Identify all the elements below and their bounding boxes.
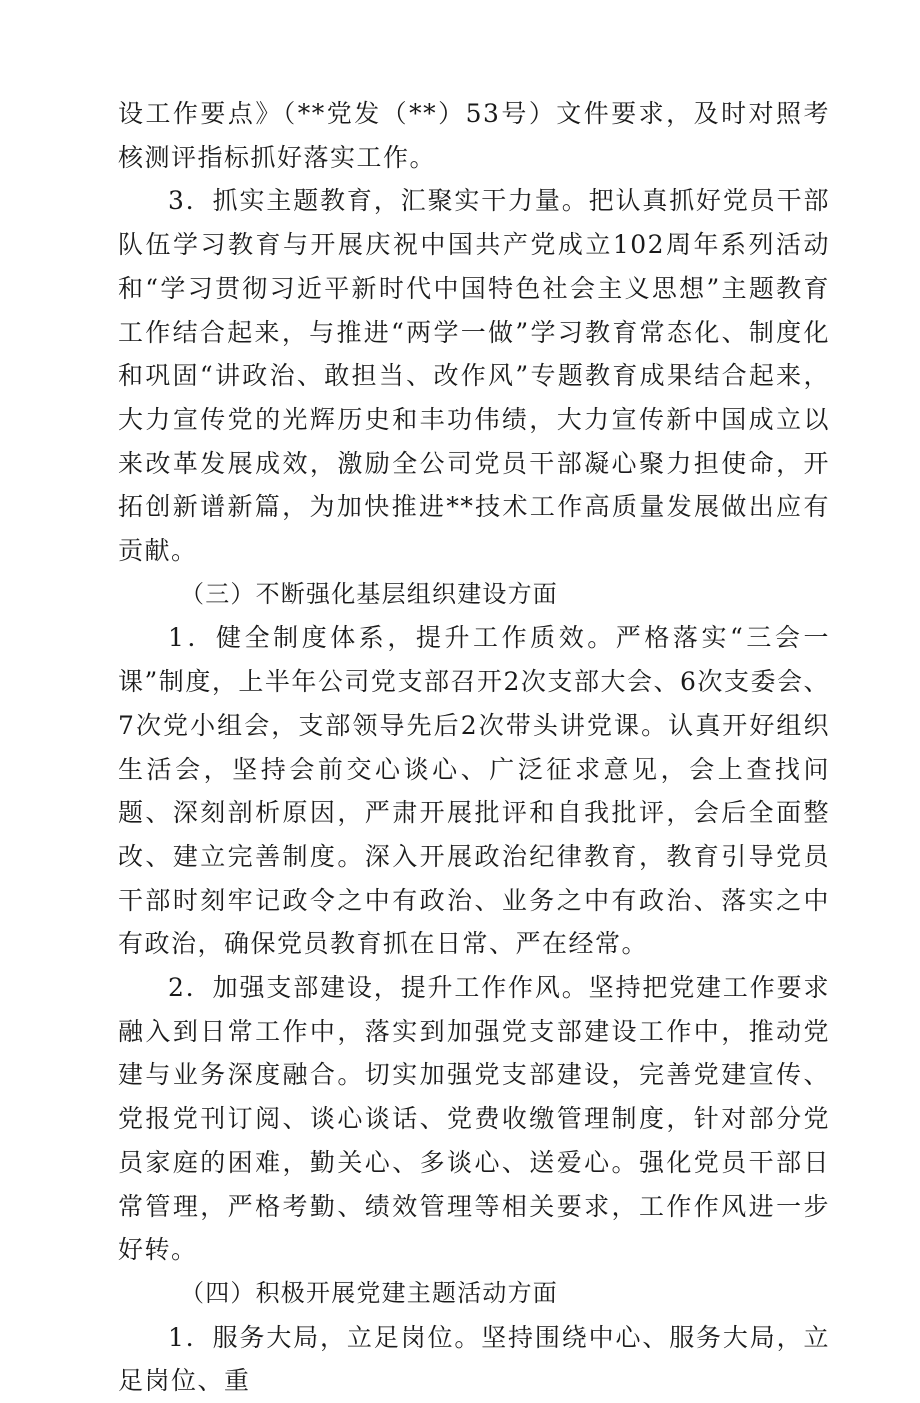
section-heading-4: （四）积极开展党建主题活动方面 xyxy=(180,1278,558,1307)
body-paragraph-4: 1．健全制度体系，提升工作质效。严格落实“三会一课”制度，上半年公司党支部召开2次支部大会、6次支委会、7次党小组会，支部领导先后2次带头讲党课。认真开好组织生活会，坚持会前交心谈心、广泛征求意见，会上查找问题、深刻剖析原因，严肃开展批评和自我批评，会后全面整改、建立完善制度。深入开展政治纪律教育，教育引导党员干部时刻牢记政令之中有政治、业务之中有政治、落实之中有政治，确保党员教育抓在日常、严在经常。 xyxy=(118,623,830,959)
body-paragraph-6: 1．服务大局，立足岗位。坚持围绕中心、服务大局，立足岗位、重 xyxy=(118,1322,830,1396)
body-paragraph-2: 3．抓实主题教育，汇聚实干力量。把认真抓好党员干部队伍学习教育与开展庆祝中国共产党成立102周年系列活动和“学习贯彻习近平新时代中国特色社会主义思想”主题教育工作结合起来，与推进“两学一做”学习教育常态化、制度化和巩固“讲政治、敢担当、改作风”专题教育成果结合起来，大力宣传党的光辉历史和丰功伟绩，大力宣传新中国成立以来改革发展成效，激励全公司党员干部凝心聚力担使命，开拓创新谱新篇，为加快推进**技术工作高质量发展做出应有贡献。 xyxy=(118,186,830,566)
section-heading-3: （三）不断强化基层组织建设方面 xyxy=(180,579,558,608)
body-paragraph-1: 设工作要点》（**党发（**）53号）文件要求，及时对照考核测评指标抓好落实工作。 xyxy=(118,99,830,172)
body-paragraph-5: 2．加强支部建设，提升工作作风。坚持把党建工作要求融入到日常工作中，落实到加强党支部建设工作中，推动党建与业务深度融合。切实加强党支部建设，完善党建宣传、党报党刊订阅、谈心谈话、党费收缴管理制度，针对部分党员家庭的困难，勤关心、多谈心、送爱心。强化党员干部日常管理，严格考勤、绩效管理等相关要求，工作作风进一步好转。 xyxy=(118,973,830,1265)
document-page xyxy=(118,92,830,1403)
